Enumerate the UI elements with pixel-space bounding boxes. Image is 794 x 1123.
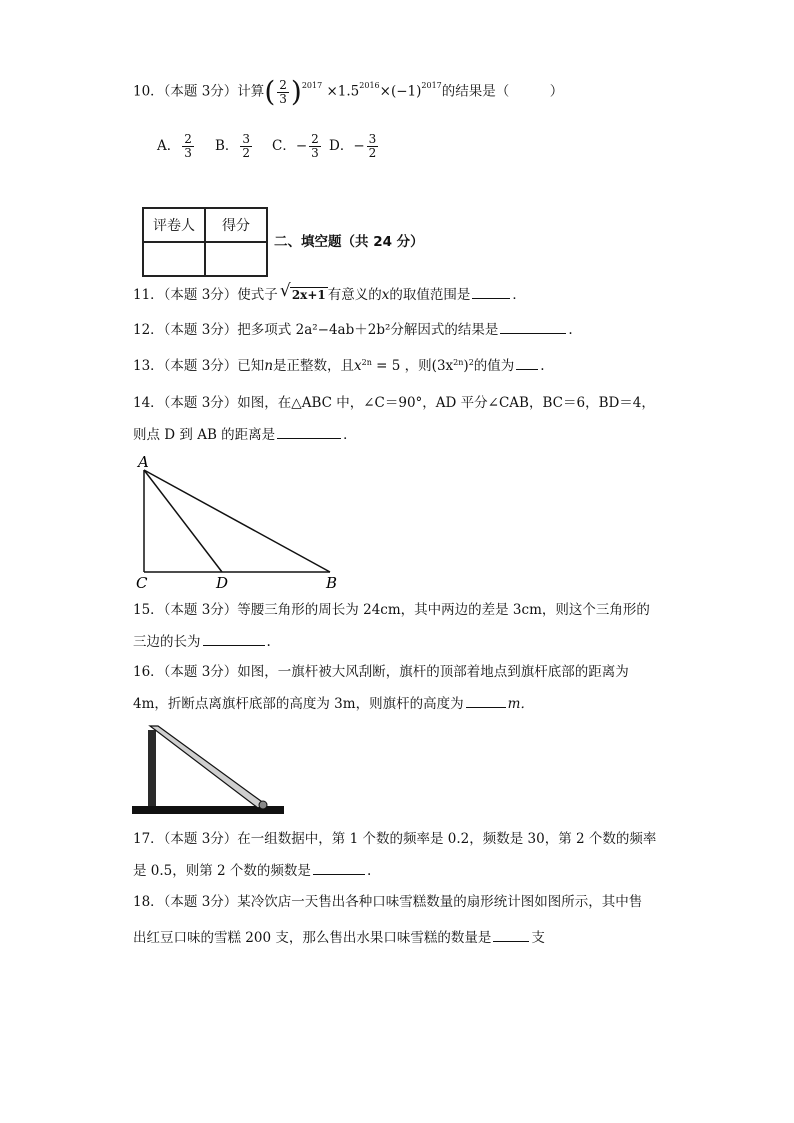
- question-14-line2: 则点 D 到 AB 的距离是 ．: [133, 424, 357, 445]
- q10-exp3: 2017: [421, 81, 442, 90]
- question-17-line2: 是 0.5，则第 2 个数的频数是 .: [133, 860, 371, 881]
- answer-blank[interactable]: [277, 424, 341, 439]
- question-15-line2: 三边的长为 .: [133, 631, 271, 652]
- pole-top: [259, 801, 267, 809]
- q10-option-a[interactable]: A． $\frac{2}{3}$: [157, 132, 192, 160]
- paren-close: ): [290, 75, 302, 108]
- question-15-line1: 15．（本题 3分）等腰三角形的周长为 24cm，其中两边的差是 3cm，则这个三角形的: [133, 602, 650, 618]
- question-18-line1: 18．（本题 3分）某冷饮店一天售出各种口味雪糕数量的扇形统计图如图所示，其中售: [133, 894, 643, 910]
- side-ab: [144, 470, 330, 572]
- q10-option-d[interactable]: D．− $\frac{3}{2}$: [329, 132, 377, 160]
- bisector-ad: [144, 470, 222, 572]
- answer-blank[interactable]: [466, 693, 506, 708]
- paren-open: (: [264, 75, 276, 108]
- q10-neg: (−1): [390, 83, 422, 100]
- q10-times2: ×: [379, 83, 391, 100]
- question-12: 12．（本题 3分）把多项式 2a²−4ab＋2b²分解因式的结果是 .: [133, 319, 573, 340]
- answer-blank[interactable]: [493, 927, 529, 942]
- question-16-line1: 16．（本题 3分）如图，一旗杆被大风刮断，旗杆的顶部着地点到旗杆底部的距离为: [133, 664, 629, 680]
- sqrt-expression: √ 2x+1: [279, 281, 326, 302]
- pole-standing: [148, 730, 156, 806]
- q10-times1: ×1.5: [326, 83, 360, 100]
- q10-exp2: 2016: [359, 81, 380, 90]
- answer-blank[interactable]: [516, 355, 538, 370]
- answer-blank[interactable]: [472, 284, 510, 299]
- section-title: 二、填空题（共 24 分）: [274, 234, 424, 250]
- label-c: C: [136, 574, 148, 590]
- question-13: 13．（本题 3分）已知n是正整数，且$x^{2n} = 5$ ，则$(3x^{2n})^2$的值为 .: [133, 355, 545, 376]
- question-18-line2: 出红豆口味的雪糕 200 支，那么售出水果口味雪糕的数量是 支: [133, 927, 545, 948]
- pole-broken: [150, 726, 265, 808]
- q10-exp1: 2017: [301, 81, 323, 90]
- q10-fraction: $\frac{2}{3}$: [279, 77, 287, 106]
- triangle-figure: [130, 450, 350, 590]
- answer-blank[interactable]: [500, 319, 566, 334]
- grade-table: [142, 207, 268, 277]
- score-header: 得分: [205, 208, 267, 242]
- flagpole-figure: [130, 720, 290, 825]
- label-a: A: [138, 453, 149, 471]
- question-17-line1: 17．（本题 3分）在一组数据中，第 1 个数的频率是 0.2，频数是 30，第 2 个数的频率: [133, 831, 657, 847]
- question-14-line1: 14．（本题 3分）如图，在△ABC 中，∠C＝90°，AD 平分∠CAB，BC＝6，BD＝4，: [133, 395, 655, 411]
- label-b: B: [326, 574, 338, 590]
- score-cell[interactable]: [205, 242, 267, 276]
- answer-blank[interactable]: [203, 631, 265, 646]
- question-11: 11．（本题 3分）使式子 √ 2x+1 有意义的x的取值范围是 ．: [133, 281, 526, 303]
- reviewer-header: 评卷人: [143, 208, 205, 242]
- label-d: D: [216, 574, 229, 590]
- question-16-line2: 4m，折断点离旗杆底部的高度为 3m，则旗杆的高度为 m．: [133, 693, 534, 714]
- q10-suffix: 的结果是（ ）: [441, 83, 564, 100]
- answer-blank[interactable]: [313, 860, 365, 875]
- q10-option-c[interactable]: C．− $\frac{2}{3}$: [272, 132, 319, 160]
- q10-option-b[interactable]: B． $\frac{3}{2}$: [215, 132, 251, 160]
- reviewer-cell[interactable]: [143, 242, 205, 276]
- question-10: [133, 75, 564, 108]
- q10-prefix: 10．（本题 3分）计算: [133, 83, 265, 100]
